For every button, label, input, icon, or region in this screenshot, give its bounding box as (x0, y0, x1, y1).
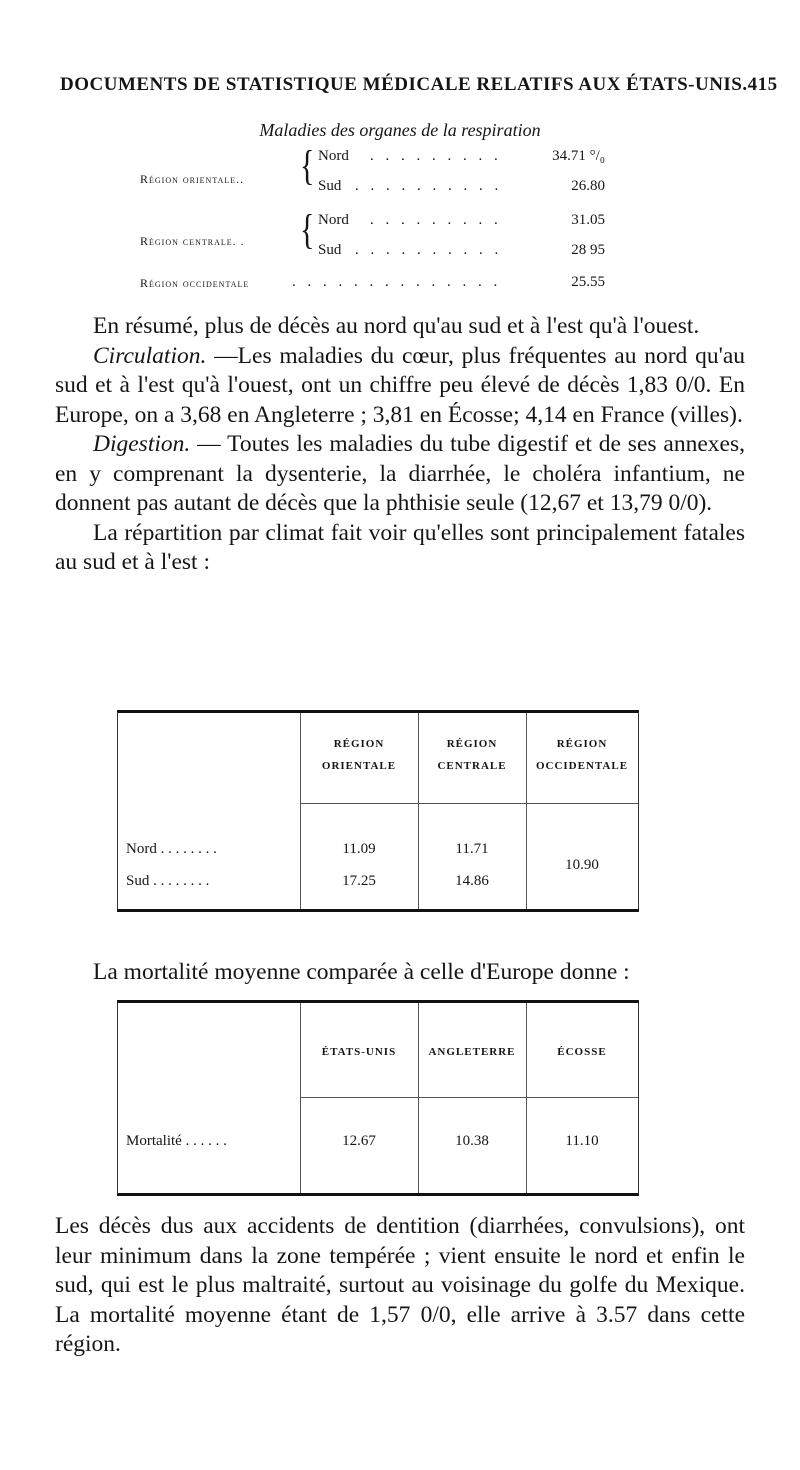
body-text-upper (55, 312, 745, 578)
cell-angleterre: 10.38 (455, 1133, 489, 1149)
section-lead: Circulation. (93, 342, 207, 369)
resp-row (140, 212, 605, 236)
paragraph-dentition: Les décès dus aux accidents de dentition (diarrhées, convulsions), ont leur minimum dans la zone tempérée ; vient ensuite le nord et enfin le sud, qui est le plus maltraité, surtout au voisinage du golfe du Mexique. La mortalité moyenne étant de 1,57 0/0, elle arrive à 3.57 dans cette région. (55, 1213, 745, 1357)
resp-region-label: Région orientale.. (140, 172, 245, 186)
col-header-orientale (300, 733, 418, 823)
section-lead: Digestion. (93, 431, 191, 457)
brace-icon: { (300, 143, 315, 190)
cell-ecosse: 11.10 (565, 1133, 599, 1149)
cell-nord-centrale: 11.71 (455, 841, 489, 857)
col-header-etats-unis: ÉTATS-UNIS (321, 1046, 397, 1058)
running-head (60, 74, 778, 96)
resp-value: 28 95 (571, 242, 605, 258)
row-label-sud: Sud . . . . . . . . (126, 873, 210, 889)
col-header-ecosse: ÉCOSSE (557, 1046, 607, 1058)
resp-region-label: Région occidentale (140, 276, 250, 290)
resp-value: 31.05 (571, 212, 605, 228)
paragraph-repartition: La répartition par climat fait voir qu'elles sont principalement fatales au sud et à l'est : (55, 519, 745, 575)
resp-row (140, 242, 605, 266)
resp-sub-label: Nord (318, 212, 349, 228)
header-line: RÉGION (556, 738, 608, 750)
brace-icon: { (300, 207, 315, 254)
header-line: ORIENTALE (321, 760, 397, 772)
paragraph-circulation (55, 342, 745, 431)
header-line: RÉGION (446, 738, 498, 750)
resp-value: 34.71 °/₀ (552, 148, 605, 164)
page-number: 415 (747, 74, 778, 95)
row-label-text: Sud (126, 873, 150, 889)
header-line: OCCIDENTALE (535, 760, 629, 772)
resp-region-label: Région centrale. . (140, 234, 245, 248)
paragraph-text: —Les maladies du cœur, plus fréquentes au nord qu'au sud et à l'est qu'à l'ouest, ont un chiffre peu élevé de décès 1,83 0/0. En Europe, on a 3,68 en Angleterre ; 3,81 en Écosse; 4,14 en France (villes). (55, 342, 745, 428)
col-header-centrale (418, 733, 526, 823)
row-label-mortalite: Mortalité . . . . . . (126, 1133, 227, 1149)
paragraph-text: — Toutes les maladies du tube digestif et de ses annexes, en y comprenant la dysenterie, la diarrhée, le choléra infantium, ne donnent pas autant de décès que la phthisie seule (12,67 et 13,79 0/0). (55, 431, 745, 516)
respiration-title: Maladies des organes de la respiration (259, 120, 541, 140)
resp-value: 26.80 (571, 178, 605, 194)
resp-value: 25.55 (571, 274, 605, 290)
cell-sud-orientale: 17.25 (342, 873, 376, 889)
row-label-nord: Nord . . . . . . . . (126, 841, 217, 857)
climate-table (117, 710, 639, 912)
resp-sub-label: Sud (318, 178, 342, 194)
leader-dots: . . . . . . . . . . (355, 242, 503, 258)
row-label-text: Nord (126, 841, 157, 857)
col-header-angleterre: ANGLETERRE (428, 1046, 516, 1058)
paragraph-digestion (55, 430, 745, 519)
resp-row (140, 178, 605, 202)
leader-dots: . . . . . . . . . . (355, 178, 503, 194)
col-header-occidentale (526, 733, 638, 823)
resp-sub-label: Nord (318, 148, 349, 164)
cell-etats-unis: 12.67 (342, 1133, 376, 1149)
body-text-middle (55, 958, 745, 988)
cell-sud-centrale: 14.86 (455, 873, 489, 889)
resp-row (140, 274, 605, 298)
leader-dots: . . . . . . . . . (370, 212, 502, 228)
paragraph-resume: En résumé, plus de décès au nord qu'au sud et à l'est qu'à l'ouest. (93, 313, 700, 339)
leader-dots: . . . . . . . . . (370, 148, 502, 164)
header-line: RÉGION (333, 738, 385, 750)
leader-dots: . . . . . . . . . . . . . . (292, 274, 502, 290)
running-title: DOCUMENTS DE STATISTIQUE MÉDICALE RELATIFS AUX ÉTATS-UNIS. (60, 74, 748, 95)
header-line: CENTRALE (437, 760, 507, 772)
body-text-lower (55, 1212, 745, 1360)
paragraph-mortalite: La mortalité moyenne comparée à celle d'Europe donne : (93, 959, 630, 985)
cell-nord-orientale: 11.09 (342, 841, 376, 857)
resp-sub-label: Sud (318, 242, 342, 258)
cell-occidentale: 10.90 (565, 857, 599, 873)
row-label-text: Mortalité (126, 1133, 182, 1149)
resp-row (140, 148, 605, 172)
mortality-table (117, 1000, 639, 1196)
